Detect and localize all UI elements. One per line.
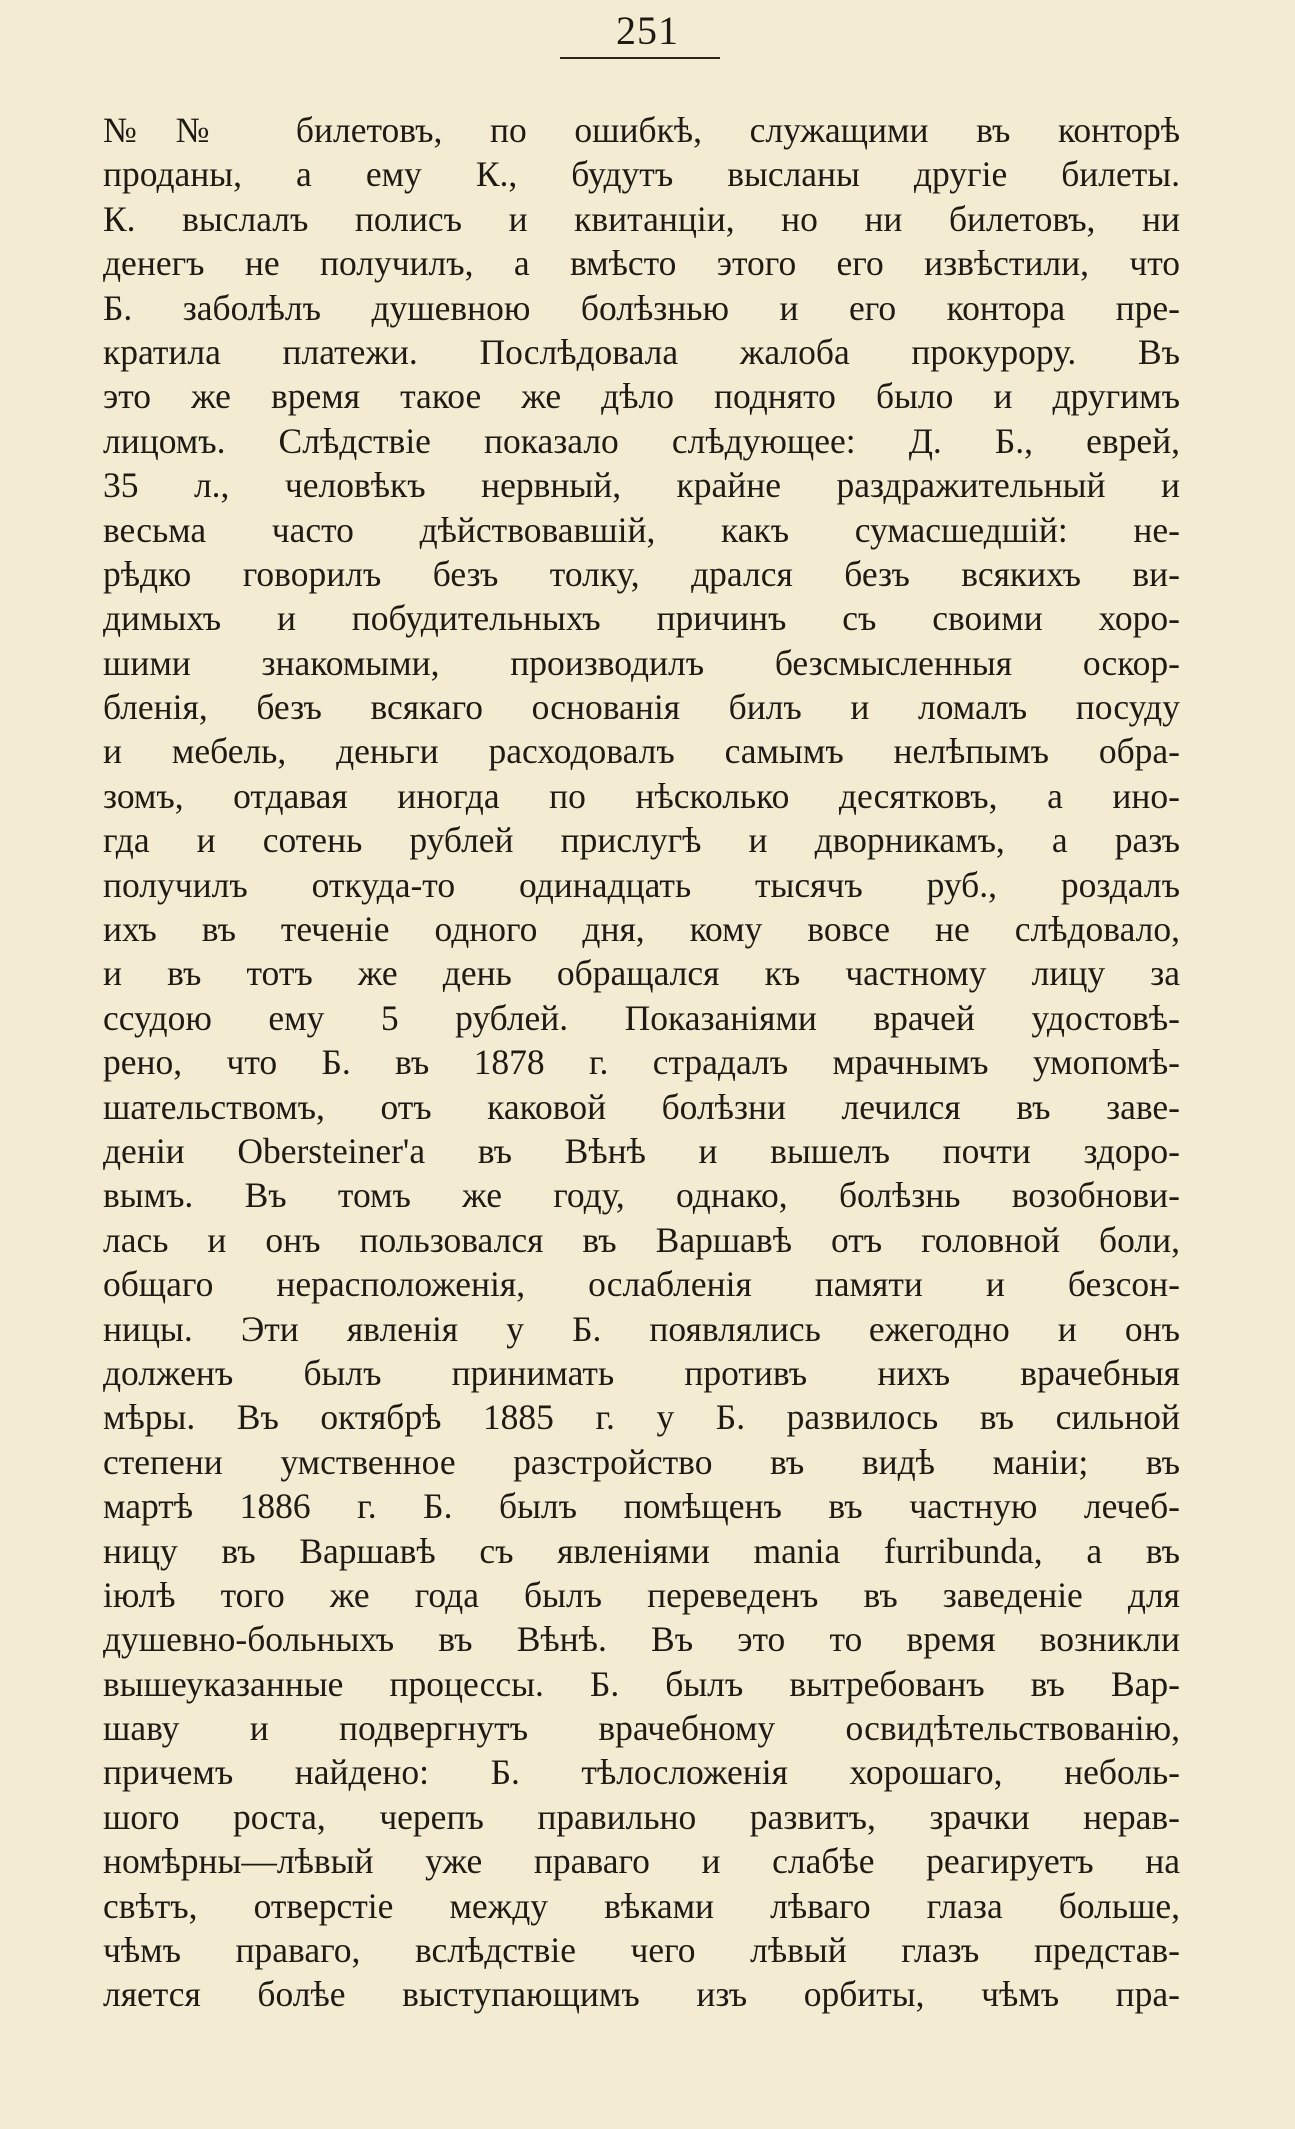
text-line: вымъ. Въ томъ же году, однако, болѣзнь возобнови- [103,1175,1180,1216]
text-line: и мебель, деньги расходовалъ самымъ нелѣпымъ обра- [103,731,1180,772]
text-line: димыхъ и побудительныхъ причинъ съ своими хоро- [103,598,1180,639]
text-line: ницы. Эти явленія у Б. появлялись ежегодно и онъ [103,1308,1180,1349]
text-line: ссудою ему 5 рублей. Показаніями врачей удостовѣ- [103,997,1180,1038]
text-line: гда и сотень рублей прислугѣ и дворникамъ, а разъ [103,820,1180,861]
text-line: 35 л., человѣкъ нервный, крайне раздражительный и [103,465,1180,506]
text-line: мартѣ 1886 г. Б. былъ помѣщенъ въ частную лечеб- [103,1486,1180,1527]
text-line: мѣры. Въ октябрѣ 1885 г. у Б. развилось въ сильной [103,1397,1180,1438]
text-line: чѣмъ праваго, вслѣдствіе чего лѣвый глазъ представ- [103,1930,1180,1971]
text-line: причемъ найдено: Б. тѣлосложенія хорошаго, неболь- [103,1752,1180,1793]
text-line: К. выслалъ полисъ и квитанціи, но ни билетовъ, ни [103,198,1180,239]
page-number: 251 [616,8,679,53]
text-line: Б. заболѣлъ душевною болѣзнью и его контора пре- [103,287,1180,328]
text-line: лицомъ. Слѣдствіе показало слѣдующее: Д. Б., еврей, [103,420,1180,461]
text-line: номѣрны—лѣвый уже праваго и слабѣе реагируетъ на [103,1841,1180,1882]
text-line: ницу въ Варшавѣ съ явленіями mania furribunda, а въ [103,1530,1180,1571]
text-line: кратила платежи. Послѣдовала жалоба прокурору. Въ [103,331,1180,372]
header-rule [560,57,720,59]
text-line: деніи Obersteiner'а въ Вѣнѣ и вышелъ почти здоро- [103,1130,1180,1171]
text-line: шого роста, черепъ правильно развитъ, зрачки нерав- [103,1796,1180,1837]
text-line: шаву и подвергнутъ врачебному освидѣтельствованію, [103,1708,1180,1749]
text-line: это же время такое же дѣло поднято было и другимъ [103,376,1180,417]
text-line: долженъ былъ принимать противъ нихъ врачебныя [103,1352,1180,1393]
body-text [103,108,1180,2017]
text-line: лась и онъ пользовался въ Варшавѣ отъ головной боли, [103,1219,1180,1260]
text-line: общаго нерасположенія, ослабленія памяти и безсон- [103,1264,1180,1305]
text-line: іюлѣ того же года былъ переведенъ въ заведеніе для [103,1574,1180,1615]
text-line: №№ билетовъ, по ошибкѣ, служащими въ конторѣ [103,110,1180,150]
text-line: рѣдко говорилъ безъ толку, дрался безъ всякихъ ви- [103,553,1180,594]
text-line: проданы, а ему К., будутъ высланы другіе билеты. [103,154,1180,195]
text-line: и въ тотъ же день обращался къ частному лицу за [103,953,1180,994]
text-line: весьма часто дѣйствовавшій, какъ сумасшедшій: не- [103,509,1180,550]
text-line: зомъ, отдавая иногда по нѣсколько десятковъ, а ино- [103,775,1180,816]
text-line: денегъ не получилъ, а вмѣсто этого его извѣстили, что [103,243,1180,284]
text-line: шими знакомыми, производилъ безсмысленныя оскор- [103,642,1180,683]
text-line: шательствомъ, отъ каковой болѣзни лечился въ заве- [103,1086,1180,1127]
text-line: бленія, безъ всякаго основанія билъ и ломалъ посуду [103,687,1180,728]
text-line: ляется болѣе выступающимъ изъ орбиты, чѣмъ пра- [103,1974,1180,2015]
text-line: рено, что Б. въ 1878 г. страдалъ мрачнымъ умопомѣ- [103,1042,1180,1083]
text-line: степени умственное разстройство въ видѣ маніи; въ [103,1441,1180,1482]
text-line: ихъ въ теченіе одного дня, кому вовсе не слѣдовало, [103,909,1180,950]
text-line: свѣтъ, отверстіе между вѣками лѣваго глаза больше, [103,1885,1180,1926]
text-line: душевно-больныхъ въ Вѣнѣ. Въ это то время возникли [103,1619,1180,1660]
text-line: вышеуказанные процессы. Б. былъ вытребованъ въ Вар- [103,1663,1180,1704]
text-line: получилъ откуда-то одинадцать тысячъ руб., роздалъ [103,864,1180,905]
